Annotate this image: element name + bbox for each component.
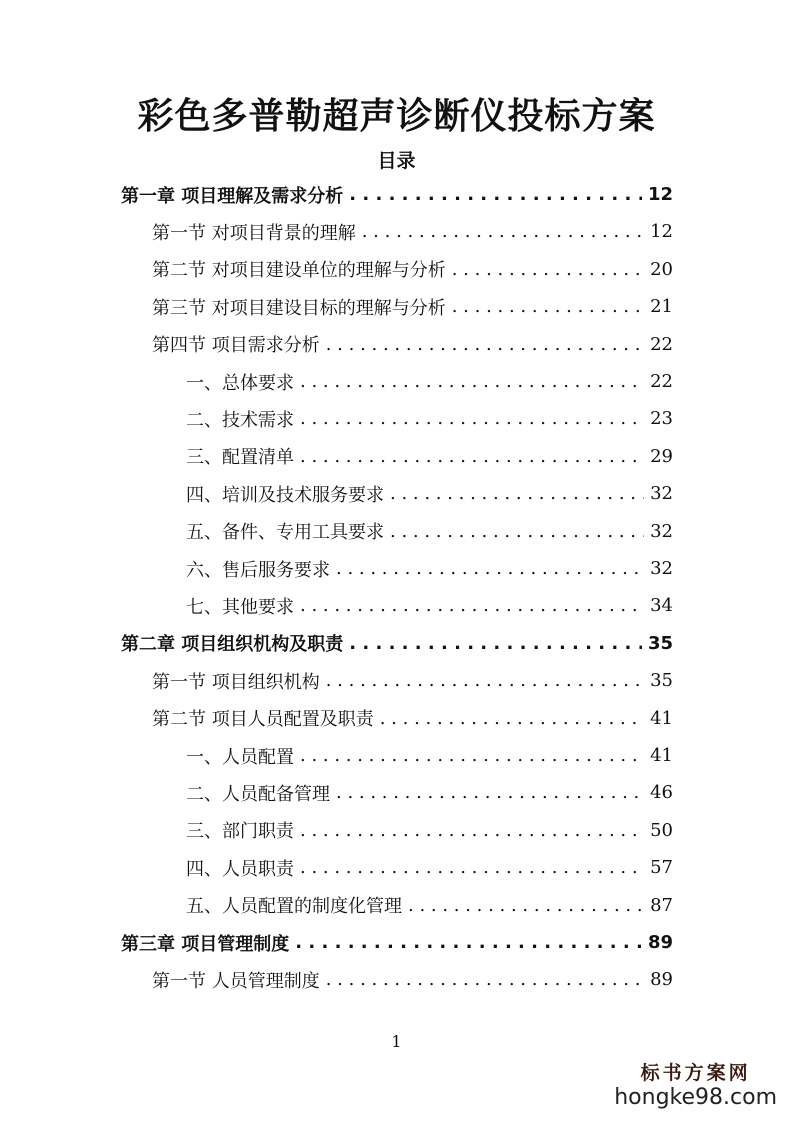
- toc-entry-label: 六、售后服务要求: [186, 559, 330, 581]
- toc-entry-section[interactable]: [152, 700, 673, 737]
- toc-leader-dots: [300, 745, 644, 766]
- toc-entry-label: 一、总体要求: [186, 372, 294, 394]
- toc-entry-page: 41: [650, 745, 673, 766]
- toc-entry-page: 35: [650, 670, 673, 692]
- toc-entry-label: 第一节 项目组织机构: [152, 671, 320, 693]
- toc-leader-dots: [390, 521, 644, 542]
- toc-leader-dots: [300, 408, 644, 429]
- toc-entry-chapter[interactable]: [121, 625, 673, 662]
- toc-entry-page: 20: [650, 258, 673, 280]
- watermark-cn: 标书方案网: [640, 1062, 751, 1084]
- toc-leader-dots: [326, 334, 644, 355]
- toc-leader-dots: [336, 782, 644, 803]
- toc-entry-page: 41: [650, 707, 673, 729]
- toc-leader-dots: [452, 296, 644, 317]
- toc-leader-dots: [390, 483, 644, 504]
- watermark-en: hongke98.com: [614, 1085, 777, 1110]
- toc-entry-label: 五、人员配置的制度化管理: [186, 896, 402, 918]
- toc-leader-dots: [300, 446, 644, 467]
- toc-entry-item[interactable]: [186, 550, 673, 587]
- toc-entry-label: 第二章 项目组织机构及职责: [121, 634, 344, 656]
- toc-entry-label: 第一章 项目理解及需求分析: [121, 185, 344, 207]
- toc-entry-item[interactable]: [186, 438, 673, 475]
- toc-entry-label: 第一节 对项目背景的理解: [152, 222, 356, 244]
- toc-leader-dots: [326, 969, 644, 990]
- toc-entry-section[interactable]: [152, 662, 673, 699]
- toc-entry-item[interactable]: [186, 737, 673, 774]
- toc-entry-page: 89: [647, 932, 673, 953]
- toc-entry-page: 21: [650, 296, 673, 318]
- toc-entry-label: 三、部门职责: [186, 821, 294, 843]
- toc-entry-page: 46: [650, 782, 673, 804]
- toc-entry-label: 二、人员配备管理: [186, 783, 330, 805]
- toc-entry-page: 32: [650, 483, 673, 505]
- toc-entry-item[interactable]: [186, 774, 673, 811]
- toc-entry-item[interactable]: [186, 849, 673, 886]
- toc-entry-page: 34: [650, 595, 673, 617]
- toc-entry-label: 第二节 项目人员配置及职责: [152, 709, 374, 731]
- toc-entry-page: 50: [650, 819, 673, 841]
- toc-entry-page: 87: [650, 894, 673, 916]
- toc-entry-item[interactable]: [186, 587, 673, 624]
- toc-entry-chapter[interactable]: [121, 176, 673, 213]
- toc-entry-label: 七、其他要求: [186, 596, 294, 618]
- toc-leader-dots: [300, 371, 644, 392]
- toc-entry-page: 12: [650, 221, 673, 243]
- page-number: 1: [391, 1032, 402, 1051]
- toc-entry-page: 22: [650, 371, 673, 392]
- toc-entry-page: 35: [647, 632, 673, 654]
- toc-entry-item[interactable]: [186, 400, 673, 437]
- toc-entry-label: 第四节 项目需求分析: [152, 335, 320, 357]
- toc-entry-section[interactable]: [152, 326, 673, 363]
- toc-entry-item[interactable]: [186, 363, 673, 400]
- toc-leader-dots: [300, 857, 644, 878]
- toc-heading: 目录: [377, 150, 416, 172]
- toc-entry-page: 32: [650, 520, 673, 542]
- toc-entry-page: 22: [650, 333, 673, 355]
- toc-leader-dots: [326, 670, 644, 691]
- toc-leader-dots: [452, 259, 644, 280]
- toc-entry-label: 第三章 项目管理制度: [121, 933, 290, 955]
- toc-leader-dots: [380, 708, 644, 729]
- toc-entry-page: 23: [650, 408, 673, 430]
- toc-leader-dots: [300, 820, 644, 841]
- toc-entry-label: 二、技术需求: [186, 409, 294, 431]
- toc-leader-dots: [362, 221, 644, 242]
- toc-entry-page: 12: [647, 184, 673, 205]
- toc-entry-item[interactable]: [186, 887, 673, 924]
- toc-leader-dots: [349, 633, 642, 654]
- toc-entry-page: 32: [650, 558, 673, 579]
- toc-entry-section[interactable]: [152, 213, 673, 250]
- toc-entry-chapter[interactable]: [121, 924, 673, 961]
- document-title: 彩色多普勒超声诊断仪投标方案: [137, 96, 656, 137]
- toc-leader-dots: [336, 558, 644, 579]
- toc-entry-page: 29: [650, 445, 673, 467]
- toc-leader-dots: [349, 184, 642, 205]
- toc-entry-label: 四、培训及技术服务要求: [186, 484, 384, 506]
- toc-entry-label: 一、人员配置: [186, 746, 294, 768]
- toc-entry-page: 89: [650, 969, 673, 991]
- toc-entry-section[interactable]: [152, 288, 673, 325]
- toc-entry-item[interactable]: [186, 513, 673, 550]
- toc-entry-label: 第一节 人员管理制度: [152, 970, 320, 992]
- toc-leader-dots: [408, 895, 644, 916]
- toc-entry-label: 第三节 对项目建设目标的理解与分析: [152, 297, 446, 319]
- toc-leader-dots: [300, 595, 644, 616]
- toc-entry-section[interactable]: [152, 251, 673, 288]
- toc-entry-label: 第二节 对项目建设单位的理解与分析: [152, 260, 446, 282]
- watermark-logo: [614, 1058, 777, 1110]
- toc-entry-page: 57: [650, 857, 673, 879]
- toc-entry-section[interactable]: [152, 961, 673, 998]
- toc-entry-label: 五、备件、专用工具要求: [186, 522, 384, 544]
- toc-entry-label: 四、人员职责: [186, 858, 294, 880]
- toc-leader-dots: [295, 932, 642, 953]
- toc-entry-label: 三、配置清单: [186, 447, 294, 469]
- toc-entry-item[interactable]: [186, 812, 673, 849]
- toc-entry-item[interactable]: [186, 475, 673, 512]
